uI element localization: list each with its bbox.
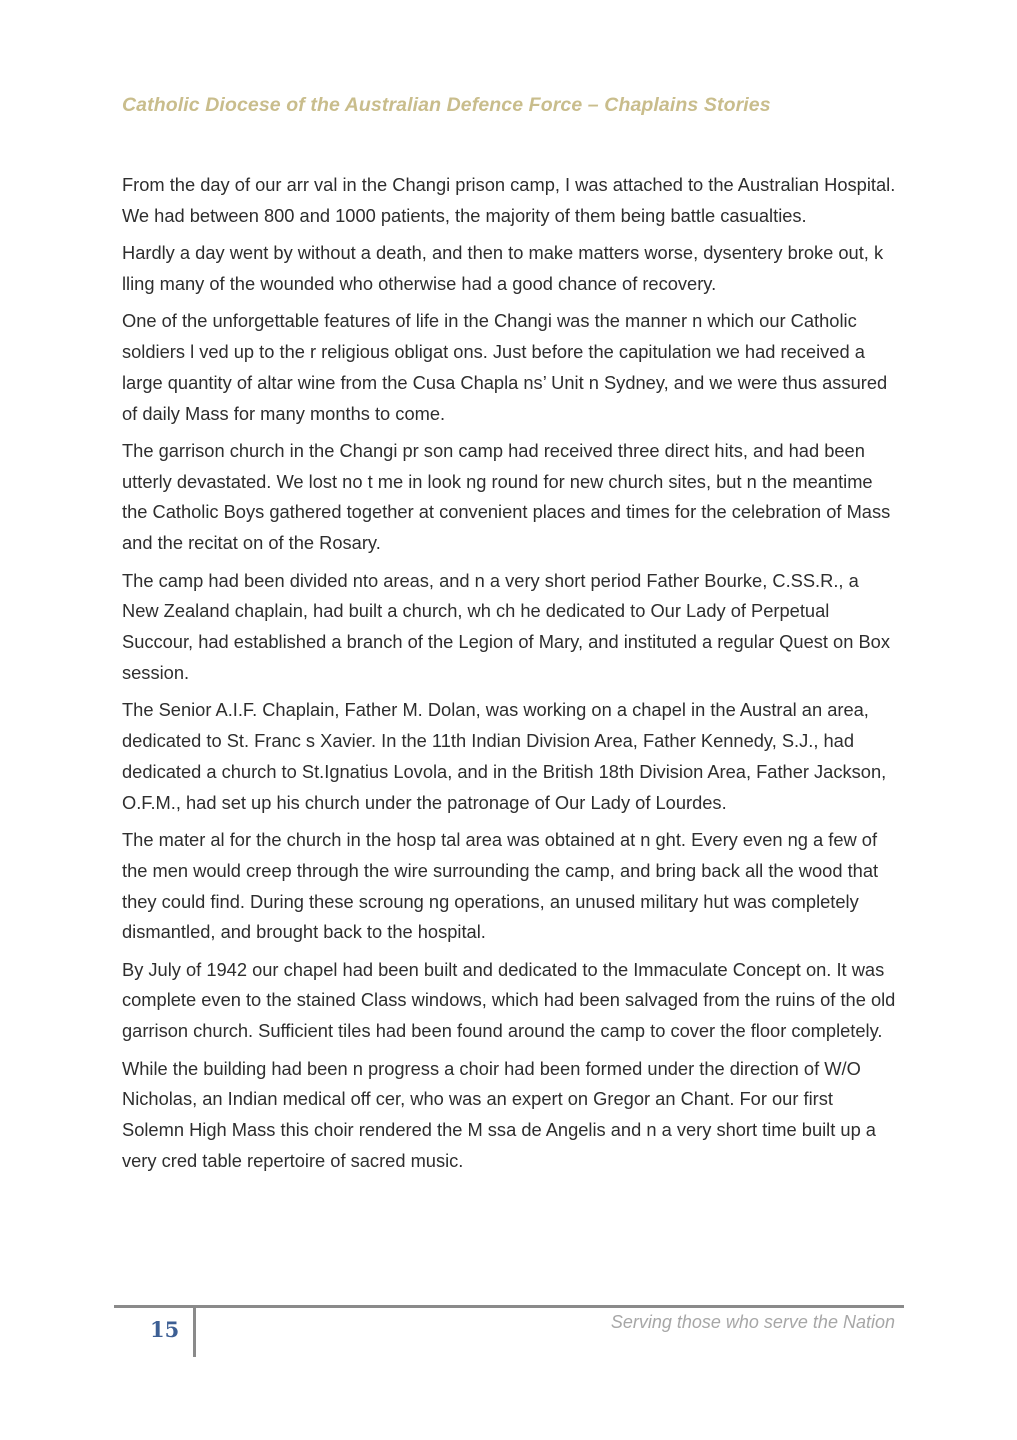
footer-vertical-divider <box>193 1305 196 1357</box>
footer-divider <box>114 1305 904 1308</box>
paragraph: The Senior A.I.F. Chaplain, Father M. Dolan, was working on a chapel in the Austral an area, dedicated to St. Franc s Xavier. In the 11th Indian Division Area, Father Kennedy, S.J., had dedicated a church to St.Ignatius Lovola, and in the British 18th Division Area, Father Jackson, O.F.M., had set up his church under the patronage of Our Lady of Lourdes. <box>122 699 887 813</box>
paragraph: The camp had been divided nto areas, and n a very short period Father Bourke, C.SS.R., a New Zealand chaplain, had built a church, wh ch he dedicated to Our Lady of Perpetual Succour, had established a branch of the Legion of Mary, and instituted a regular Quest on Box session. <box>122 569 890 683</box>
paragraph: While the building had been n progress a choir had been formed under the direction of W/O Nicholas, an Indian medical off cer, who was an expert on Gregor an Chant. For our first Solemn High Mass this choir rendered the M ssa de Angelis and n a very short time built up a very cred table repertoire of sacred music. <box>122 1057 876 1171</box>
paragraph: The mater al for the church in the hosp tal area was obtained at n ght. Every even ng a few of the men would creep through the wire surrounding the camp, and bring back all the wood that they could find. During these scroung ng operations, an unused military hut was completely dismantled, and brought back to the hospital. <box>122 828 879 943</box>
page-number: 15 <box>150 1317 180 1342</box>
paragraph: By July of 1942 our chapel had been built and dedicated to the Immaculate Concept on. It was complete even to the stained Class windows, which had been salvaged from the ruins of the old garrison church. Sufficient tiles had been found around the camp to cover the floor completely. <box>122 958 896 1042</box>
footer-tagline: Serving those who serve the Nation <box>610 1312 895 1332</box>
paragraph: The garrison church in the Changi pr son camp had received three direct hits, and had been utterly devastated. We lost no t me in look ng round for new church sites, but n the meantime the Catholic Boys gathered together at convenient places and times for the celebration of Mass and the recitat on of the Rosary. <box>122 439 891 554</box>
paragraph: From the day of our arr val in the Changi prison camp, I was attached to the Australian Hospital. We had between 800 and 1000 patients, the majority of them being battle casualties. <box>122 174 896 226</box>
running-header: Catholic Diocese of the Australian Defence Force – Chaplains Stories <box>122 94 771 116</box>
article-body <box>122 170 900 1183</box>
paragraph: Hardly a day went by without a death, and then to make matters worse, dysentery broke out, k lling many of the wounded who otherwise had a good chance of recovery. <box>122 242 884 294</box>
paragraph: One of the unforgettable features of life in the Changi was the manner n which our Catholic soldiers l ved up to the r religious obligat ons. Just before the capitulation we had received a large quantity of altar wine from the Cusa Chapla ns’ Unit n Sydney, and we were thus assured of daily Mass for many months to come. <box>122 310 888 424</box>
